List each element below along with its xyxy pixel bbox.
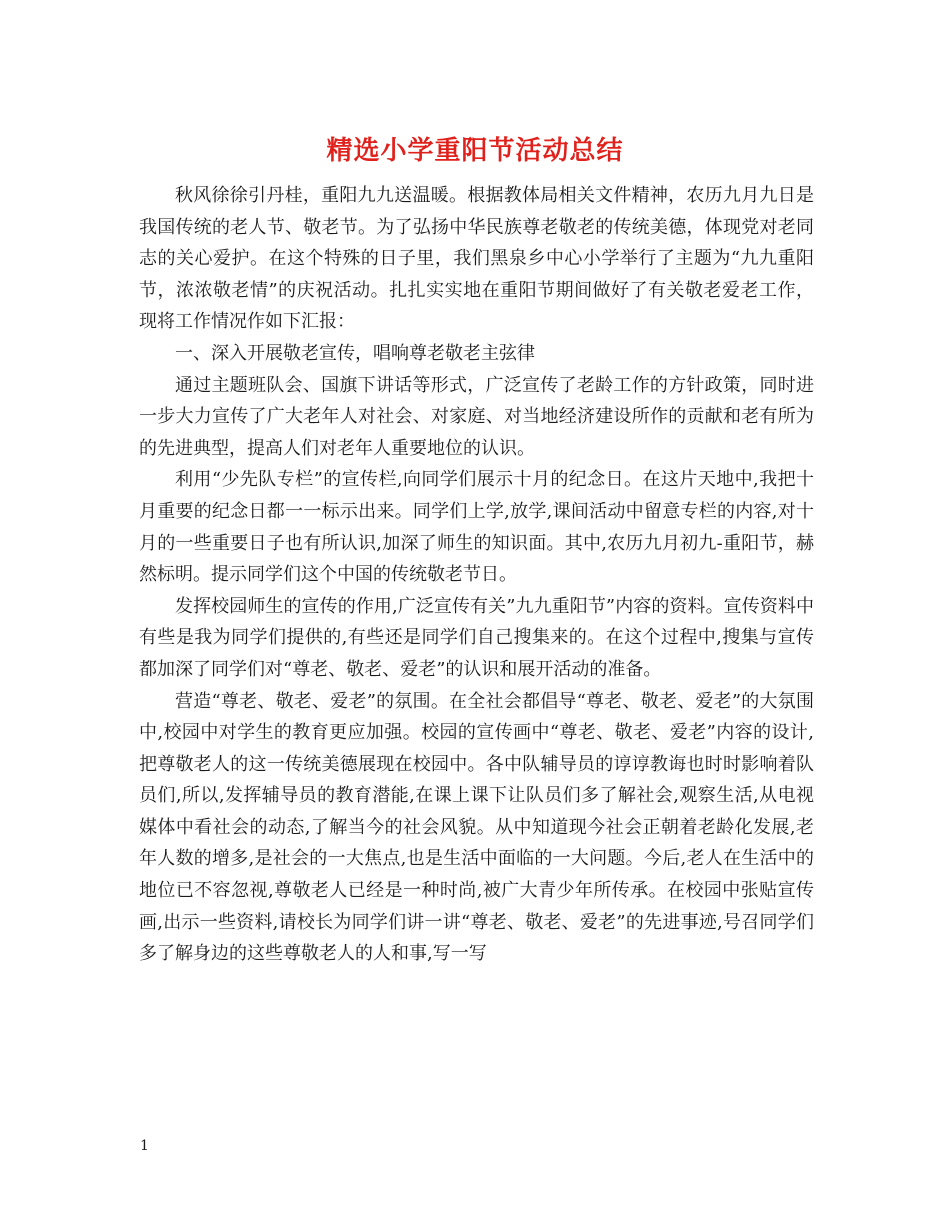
paragraph-materials: 发挥校园师生的宣传的作用,广泛宣传有关”九九重阳节”内容的资料。宣传资料中有些是我为同学们提供的,有些还是同学们自己搜集来的。在这个过程中,搜集与宣传都加深了同学们对“尊老、敬老、爱老”的认识和展开活动的准备。 xyxy=(139,595,814,680)
paragraph-atmosphere: 营造“尊老、敬老、爱老”的氛围。在全社会都倡导“尊老、敬老、爱老”的大氛围中,校园中对学生的教育更应加强。校园的宣传画中“尊老、敬老、爱老”内容的设计,把尊敬老人的这一传统美德展现在校园中。各中队辅导员的谆谆教诲也时时影响着队员们,所以,发挥辅导员的教育潜能,在课上课下让队员们多了解社会,观察生活,从电视媒体中看社会的动态,了解当今的社会风貌。从中知道现今社会正朝着老龄化发展,老年人数的增多,是社会的一大焦点,也是生活中面临的一大问题。今后,老人在生活中的地位已不容忽视,尊敬老人已经是一种时尚,被广大青少年所传承。在校园中张贴宣传画,出示一些资料,请校长为同学们讲一讲“尊老、敬老、爱老”的先进事迹,号召同学们多了解身边的这些尊敬老人的人和事,写一写 xyxy=(139,690,814,965)
page-number: 1 xyxy=(140,1138,149,1154)
paragraph-bulletin: 利用“少先队专栏”的宣传栏,向同学们展示十月的纪念日。在这片天地中,我把十月重要的纪念日都一一标示出来。同学们上学,放学,课间活动中留意专栏的内容,对十月的一些重要日子也有所认识,加深了师生的知识面。其中,农历九月初九-重阳节，赫然标明。提示同学们这个中国的传统敬老节日。 xyxy=(139,469,814,586)
section-heading-1: 一、深入开展敬老宣传，唱响尊老敬老主弦律 xyxy=(175,342,535,364)
paragraph-publicity: 通过主题班队会、国旗下讲话等形式，广泛宣传了老龄工作的方针政策，同时进一步大力宣传了广大老年人对社会、对家庭、对当地经济建设所作的贡献和老有所为的先进典型，提高人们对老年人重要地位的认识。 xyxy=(139,374,814,459)
document-title: 精选小学重阳节活动总结 xyxy=(326,136,624,166)
document-body xyxy=(139,180,814,970)
paragraph-intro: 秋风徐徐引丹桂，重阳九九送温暖。根据教体局相关文件精神，农历九月九日是我国传统的老人节、敬老节。为了弘扬中华民族尊老敬老的传统美德，体现党对老同志的关心爱护。在这个特殊的日子里，我们黑泉乡中心小学举行了主题为“九九重阳节，浓浓敬老情”的庆祝活动。扎扎实实地在重阳节期间做好了有关敬老爱老工作，现将工作情况作如下汇报： xyxy=(139,185,814,333)
